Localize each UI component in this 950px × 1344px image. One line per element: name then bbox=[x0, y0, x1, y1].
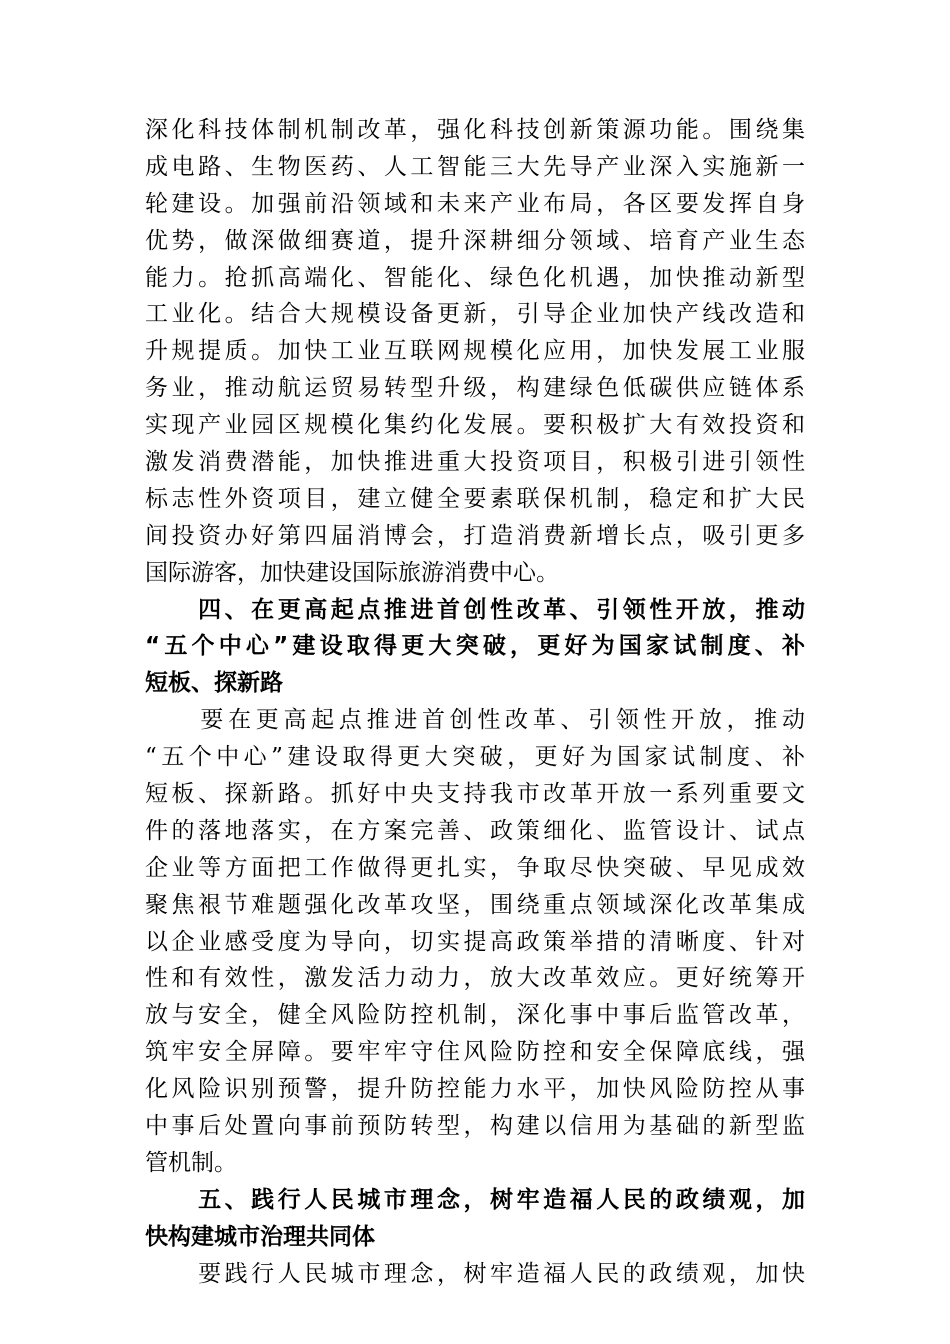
paragraph-1-line: 标志性外资项目，建立健全要素联保机制，稳定和扩大民 bbox=[145, 485, 805, 512]
paragraph-2-line: 性和有效性，激发活力动力，放大改革效应。更好统筹开 bbox=[145, 965, 805, 992]
paragraph-1-line: 能力。抢抓高端化、智能化、绿色化机遇，加快推动新型 bbox=[145, 264, 805, 291]
paragraph-1-line: 激发消费潜能，加快推进重大投资项目，积极引进引领性 bbox=[145, 449, 805, 476]
section-heading-5-line: 快构建城市治理共同体 bbox=[145, 1223, 375, 1250]
paragraph-2-line: 以企业感受度为导向，切实提高政策举措的清晰度、针对 bbox=[145, 928, 805, 955]
paragraph-2-line: 企业等方面把工作做得更扎实，争取尽快突破、早见成效 bbox=[145, 854, 805, 881]
paragraph-2-line: 筑牢安全屏障。要牢牢守住风险防控和安全保障底线，强 bbox=[145, 1039, 805, 1066]
paragraph-1-line: 实现产业园区规模化集约化发展。要积极扩大有效投资和 bbox=[145, 412, 805, 439]
paragraph-1-line: 轮建设。加强前沿领域和未来产业布局，各区要发挥自身 bbox=[145, 190, 805, 217]
paragraph-3-line: 要践行人民城市理念，树牢造福人民的政绩观，加快 bbox=[145, 1260, 805, 1287]
paragraph-1-line: 间投资办好第四届消博会，打造消费新增长点，吸引更多 bbox=[145, 522, 805, 549]
paragraph-2-line: “五个中心”建设取得更大突破，更好为国家试制度、补 bbox=[145, 744, 805, 771]
paragraph-1-line: 深化科技体制机制改革，强化科技创新策源功能。围绕集 bbox=[145, 117, 805, 143]
paragraph-1-line: 工业化。结合大规模设备更新，引导企业加快产线改造和 bbox=[145, 301, 805, 328]
paragraph-1-line: 务业，推动航运贸易转型升级，构建绿色低碳供应链体系 bbox=[145, 375, 805, 402]
paragraph-2-line: 管机制。 bbox=[145, 1149, 237, 1176]
paragraph-2-line: 件的落地落实，在方案完善、政策细化、监管设计、试点 bbox=[145, 817, 805, 844]
paragraph-2-line: 化风险识别预警，提升防控能力水平，加快风险防控从事 bbox=[145, 1076, 805, 1103]
section-heading-5-line: 五、践行人民城市理念，树牢造福人民的政绩观，加 bbox=[145, 1186, 805, 1213]
section-heading-4-line: “五个中心”建设取得更大突破，更好为国家试制度、补 bbox=[145, 633, 805, 660]
paragraph-2-line: 短板、探新路。抓好中央支持我市改革开放一系列重要文 bbox=[145, 781, 805, 808]
paragraph-2-line: 中事后处置向事前预防转型，构建以信用为基础的新型监 bbox=[145, 1113, 805, 1140]
section-heading-4-line: 四、在更高起点推进首创性改革、引领性开放，推动 bbox=[145, 596, 805, 623]
paragraph-2-line: 要在更高起点推进首创性改革、引领性开放，推动 bbox=[145, 707, 805, 734]
paragraph-1-line: 优势，做深做细赛道，提升深耕细分领域、培育产业生态 bbox=[145, 227, 805, 254]
paragraph-1-line: 国际游客，加快建设国际旅游消费中心。 bbox=[145, 559, 559, 586]
document-body bbox=[145, 112, 805, 1293]
paragraph-1-line: 升规提质。加快工业互联网规模化应用，加快发展工业服 bbox=[145, 338, 805, 365]
paragraph-2-line: 放与安全，健全风险防控机制，深化事中事后监管改革， bbox=[145, 1002, 805, 1029]
section-heading-4-line: 短板、探新路 bbox=[145, 670, 283, 697]
paragraph-1-line: 成电路、生物医药、人工智能三大先导产业深入实施新一 bbox=[145, 153, 805, 180]
paragraph-2-line: 聚焦裉节难题强化改革攻坚，围绕重点领域深化改革集成 bbox=[145, 891, 805, 918]
